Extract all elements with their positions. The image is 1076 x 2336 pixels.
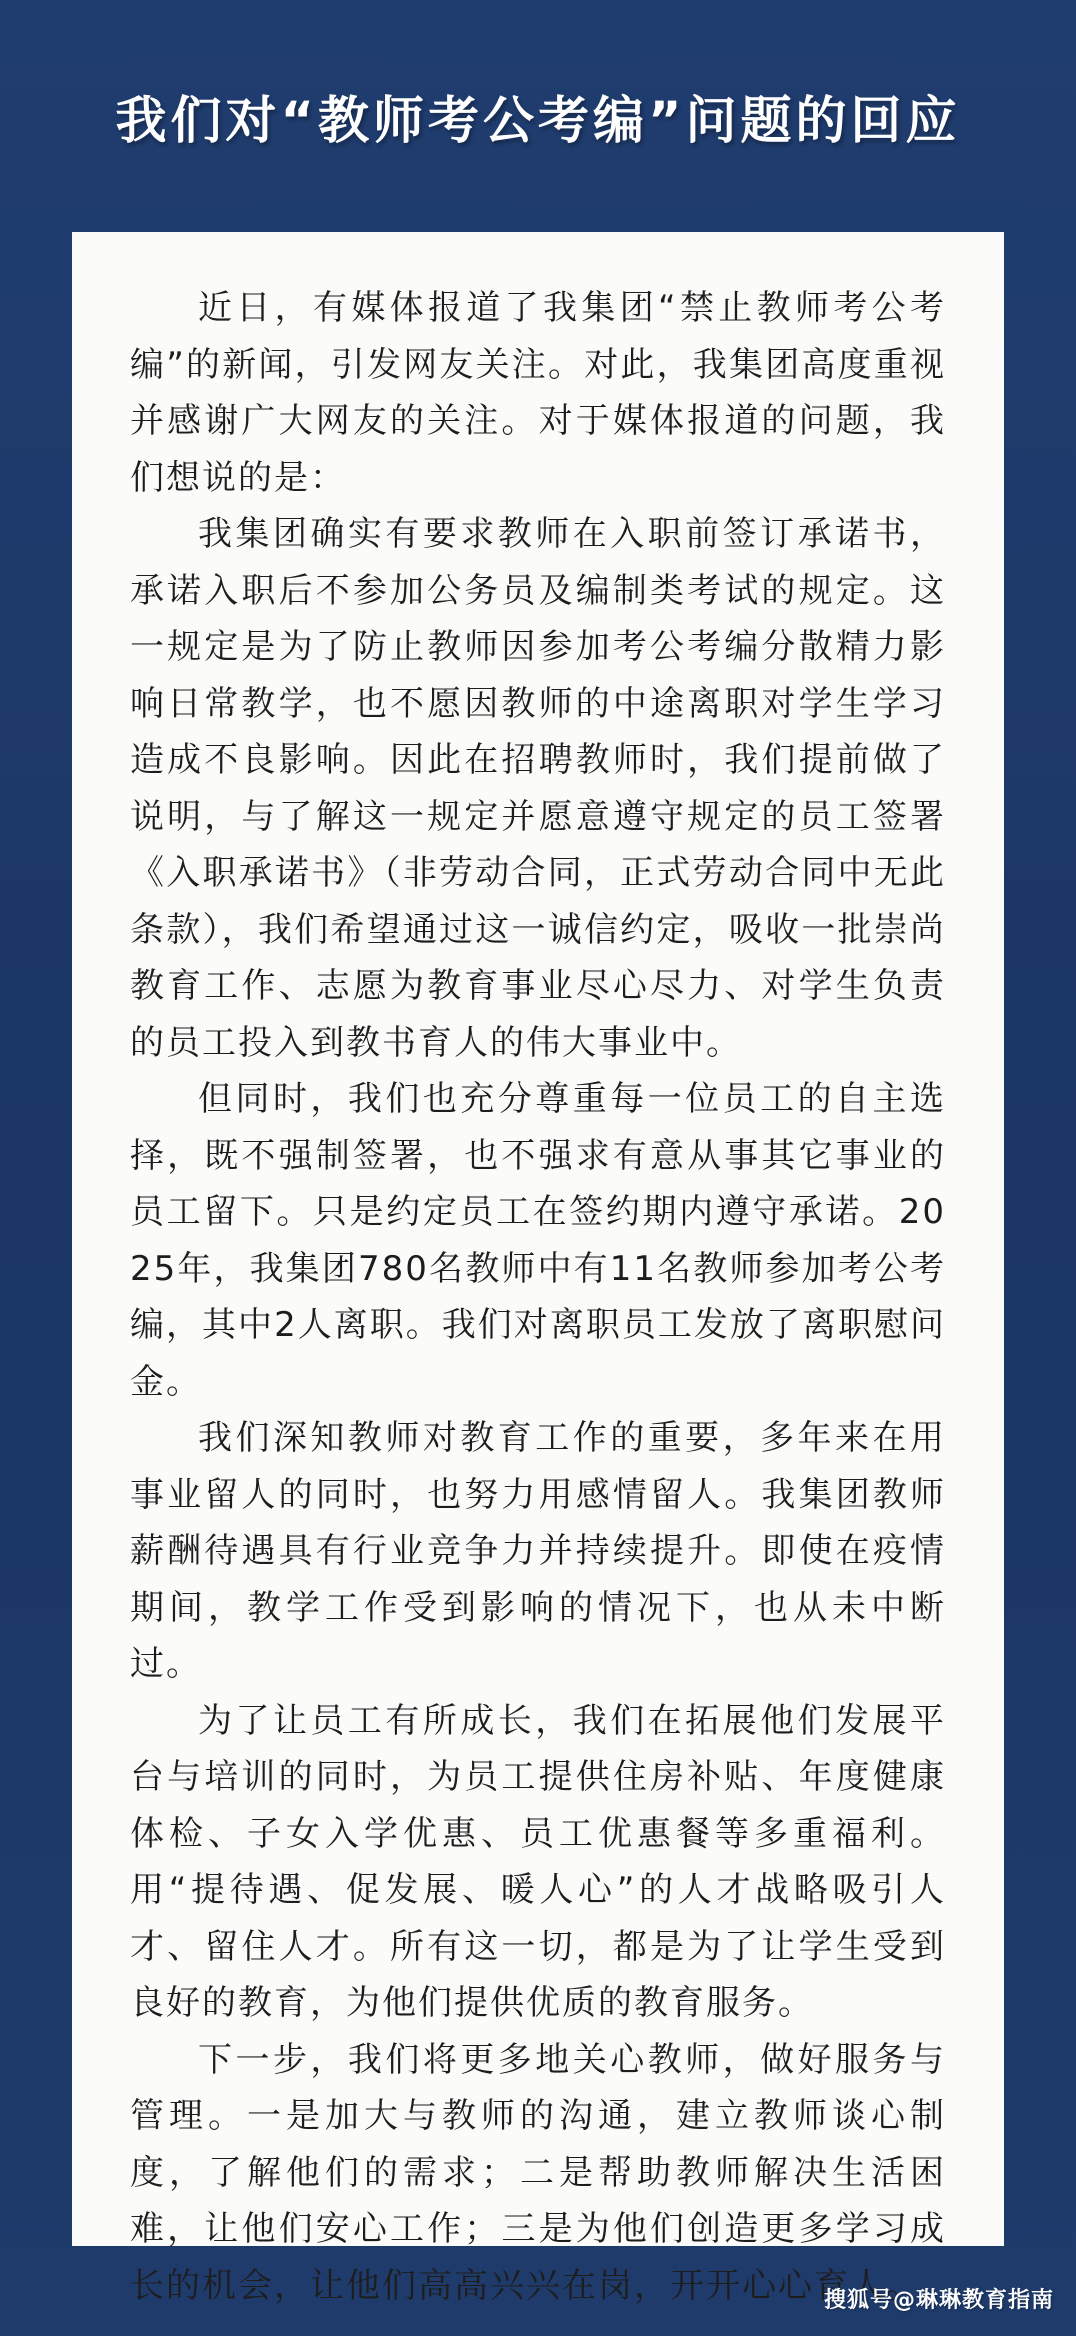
paragraph-3: 但同时，我们也充分尊重每一位员工的自主选择，既不强制签署，也不强求有意从事其它事业的员工留下。只是约定员工在签约期内遵守承诺。2025年，我集团780名教师中有11名教师参加考公考编，其中2人离职。我们对离职员工发放了离职慰问金。 <box>130 1079 946 1402</box>
page-title: 我们对“教师考公考编”问题的回应 <box>115 92 961 151</box>
paragraph-5: 为了让员工有所成长，我们在拓展他们发展平台与培训的同时，为员工提供住房补贴、年度健康体检、子女入学优惠、员工优惠餐等多重福利。用“提待遇、促发展、暖人心”的人才战略吸引人才、留住人才。所有这一切，都是为了让学生受到良好的教育，为他们提供优质的教育服务。 <box>130 1700 946 2023</box>
source-watermark: 搜狐号@琳琳教育指南 <box>823 2288 1054 2313</box>
paragraph-6: 下一步，我们将更多地关心教师，做好服务与管理。一是加大与教师的沟通，建立教师谈心制度，了解他们的需求；二是帮助教师解决生活困难，让他们安心工作；三是为他们创造更多学习成长的机会，让他们高高兴兴在岗，开开心心育人。 <box>130 2039 946 2306</box>
paragraph-4: 我们深知教师对教育工作的重要，多年来在用事业留人的同时，也努力用感情留人。我集团教师薪酬待遇具有行业竞争力并持续提升。即使在疫情期间，教学工作受到影响的情况下，也从未中断过。 <box>130 1418 946 1684</box>
paragraph-2: 我集团确实有要求教师在入职前签订承诺书，承诺入职后不参加公务员及编制类考试的规定。这一规定是为了防止教师因参加考公考编分散精力影响日常教学，也不愿因教师的中途离职对学生学习造成不良影响。因此在招聘教师时，我们提前做了说明，与了解这一规定并愿意遵守规定的员工签署《入职承诺书》（非劳动合同，正式劳动合同中无此条款），我们希望通过这一诚信约定，吸收一批崇尚教育工作、志愿为教育事业尽心尽力、对学生负责的员工投入到教书育人的伟大事业中。 <box>130 514 946 1063</box>
paragraph-1: 近日，有媒体报道了我集团“禁止教师考公考编”的新闻，引发网友关注。对此，我集团高度重视并感谢广大网友的关注。对于媒体报道的问题，我们想说的是： <box>130 288 946 498</box>
